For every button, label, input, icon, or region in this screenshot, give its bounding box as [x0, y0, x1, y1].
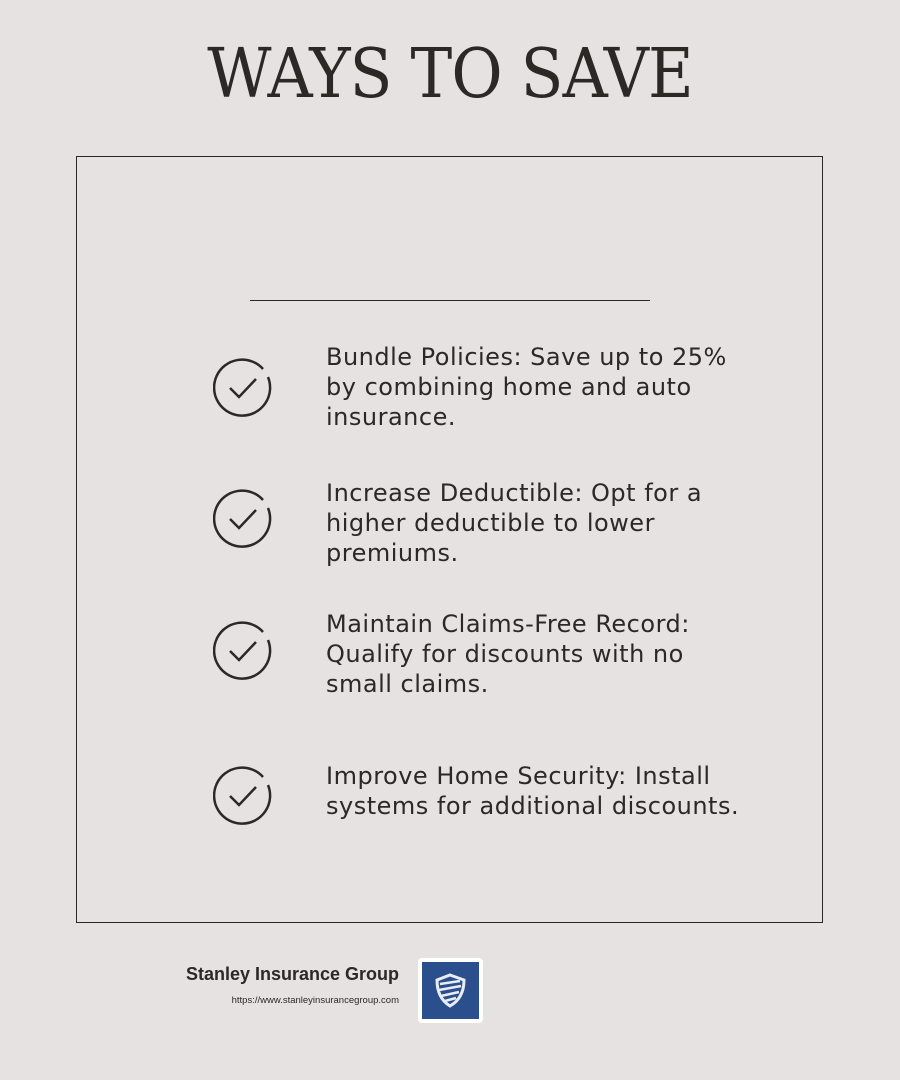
check-circle-icon	[213, 765, 273, 825]
brand-url[interactable]: https://www.stanleyinsurancegroup.com	[231, 995, 399, 1006]
check-circle-icon	[213, 620, 273, 680]
brand-name: Stanley Insurance Group	[185, 964, 399, 984]
shield-icon	[422, 962, 479, 1019]
item-text: Bundle Policies: Save up to 25% by combining home and auto insurance.	[326, 343, 727, 431]
page-title: WAYS TO SAVE	[207, 35, 693, 114]
item-text: Maintain Claims-Free Record: Qualify for discounts with no small claims.	[326, 610, 690, 698]
brand-logo	[418, 958, 483, 1023]
item-text: Increase Deductible: Opt for a higher deductible to lower premiums.	[326, 479, 703, 567]
check-circle-icon	[213, 357, 273, 417]
divider	[250, 300, 650, 301]
check-circle-icon	[213, 488, 273, 548]
item-text: Improve Home Security: Install systems for additional discounts.	[326, 762, 740, 820]
